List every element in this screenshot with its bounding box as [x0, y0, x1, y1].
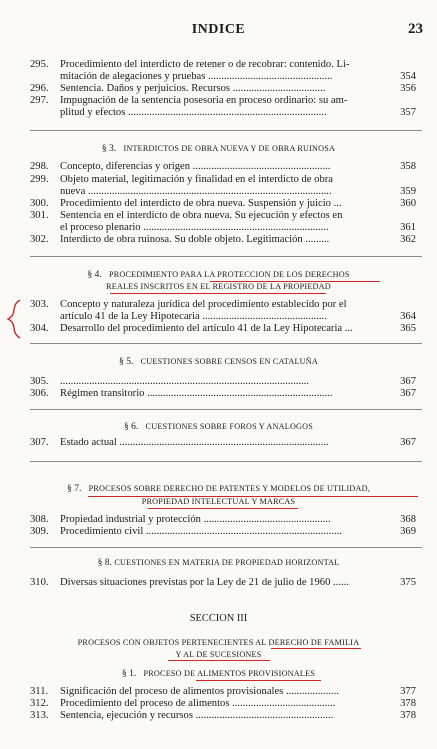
red-underline: [148, 508, 298, 509]
page-title: INDICE: [191, 22, 246, 37]
section-divider: [30, 409, 422, 410]
red-underline: [88, 496, 418, 497]
section-heading-5: § 5. CUESTIONES SOBRE CENSOS EN CATALUÑA: [119, 356, 318, 367]
page-number: 23: [408, 21, 423, 37]
seccion-subtitle: PROCESOS CON OBJETOS PERTENECIENTES AL DERECHO DE FAMILIA: [77, 638, 360, 647]
section-heading-3: § 3. INTERDICTOS DE OBRA NUEVA Y DE OBRA RUINOSA: [101, 143, 336, 154]
section-heading-6: § 6. CUESTIONES SOBRE FOROS Y ANALOGOS: [123, 421, 314, 432]
red-underline: [271, 648, 361, 649]
section-heading-8: § 8. CUESTIONES EN MATERIA DE PROPIEDAD HORIZONTAL: [97, 557, 340, 568]
handwritten-bracket-mark: [4, 298, 24, 340]
section-heading-4: § 4. PROCEDIMIENTO PARA LA PROTECCION DE LOS DERECHOS: [87, 269, 350, 280]
section-heading-7-line2: PROPIEDAD INTELECTUAL Y MARCAS: [141, 497, 296, 506]
section-divider: [30, 256, 422, 257]
seccion-subtitle-line2: Y AL DE SUCESIONES: [175, 650, 262, 659]
section-heading-4-line2: REALES INSCRITOS EN EL REGISTRO DE LA PROPIEDAD: [106, 282, 331, 291]
section-divider: [30, 461, 422, 462]
section-heading-1: § 1. PROCESO DE ALIMENTOS PROVISIONALES: [121, 668, 316, 679]
seccion-title: SECCION III: [189, 613, 248, 624]
section-divider: [30, 130, 422, 131]
red-underline: [196, 680, 321, 681]
index-page: INDICE 23 295. Procedimiento del interdicto de retener o de recobrar: contenido. Li- mitación de alegaciones y pruebas ............................................... 354 296. Sentencia. Daños y perjuicios. Recursos ................................... 356 297. Impugnación de la sentencia posesoria en proceso ordinario: su am- plitud y efectos ........................................................................... 357 § 3. INTERDICTOS DE OBRA NUEVA Y DE OBRA RUINOSA 298. Concepto, diferencias y origen .................................................... 358 299. Objeto material, legitimación y finalidad en el interdicto de obra nueva ............................................................................................ 359 300. Procedimiento del interdicto de obra nueva. Suspensión y juicio ... 360 301. Sentencia en el interdicto de obra nueva. Su ejecución y efectos en el proceso plenario ...................................................................... 361 302. Interdicto de obra ruinosa. Su doble objeto. Legitimación ......... 362 § 4. PROCEDIMIENTO PARA LA PROTECCION DE LOS DERECHOS REALES INSCRITOS EN EL REGISTRO DE LA PROPIEDAD 303. Concepto y naturaleza jurídica del procedimiento establecido por el artículo 41 de la Ley Hipotecaria ............................................... 364 304. Desarrollo del procedimiento del artículo 41 de la Ley Hipotecaria ... 365 § 5. CUESTIONES SOBRE CENSOS EN CATALUÑA 305. .............................................................................................. 367 306. Régimen transitorio ...................................................................... 367 § 6. CUESTIONES SOBRE FOROS Y ANALOGOS 307. Estado actual ............................................................................... 367 § 7. PROCESOS SOBRE DERECHO DE PATENTES Y MODELOS DE UTILIDAD, PROPIEDAD INTELECTUAL Y MARCAS 308. Propiedad industrial y protección ................................................ 368 309. Procedimiento civil .......................................................................... 369 § 8. CUESTIONES EN MATERIA DE PROPIEDAD HORIZONTAL 310. Diversas situaciones previstas por la Ley de 21 de julio de 1960 ...... 375 SECCION III PROCESOS CON OBJETOS PERTENECIENTES AL DERECHO DE FAMILIA Y AL DE SUCESIONES § 1. PROCESO DE ALIMENTOS PROVISIONALES 311. Significación del proceso de alimentos provisionales .................... 377 312. Procedimiento del proceso de alimentos ....................................... 378 313. Sentencia, ejecución y recursos .................................................... 378: [0, 0, 437, 749]
red-underline: [110, 293, 326, 294]
red-underline: [210, 281, 380, 282]
red-underline: [168, 660, 270, 661]
section-divider: [30, 343, 422, 344]
section-heading-7: § 7. PROCESOS SOBRE DERECHO DE PATENTES Y MODELOS DE UTILIDAD,: [67, 483, 370, 494]
section-divider: [30, 547, 422, 548]
